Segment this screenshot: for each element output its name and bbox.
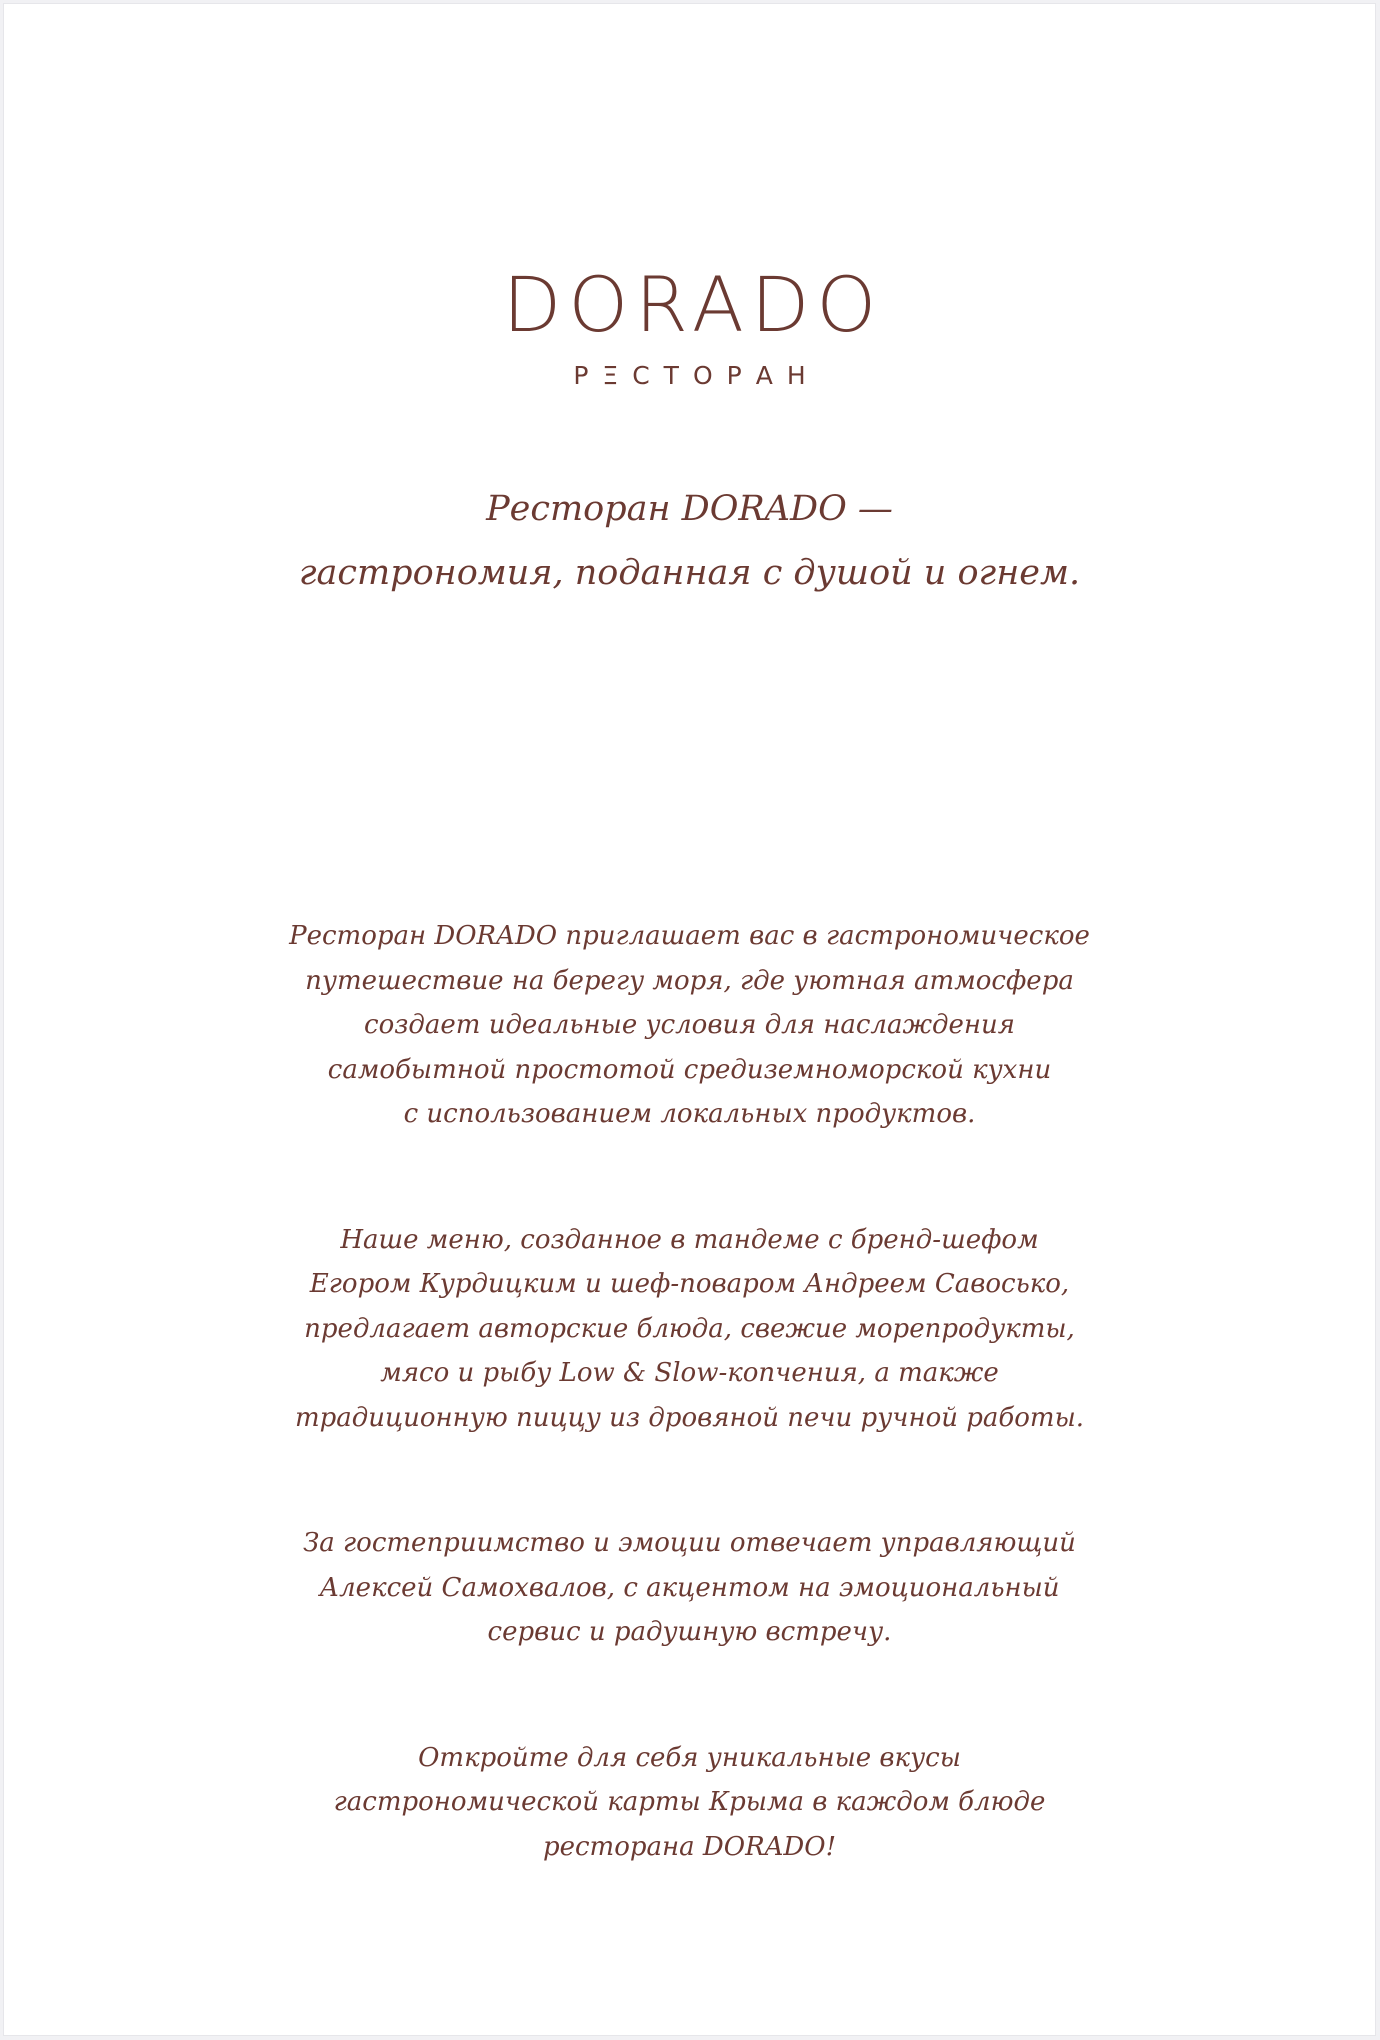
tagline-line-2: гастрономия, поданная с душой и огнем. — [298, 553, 1081, 593]
logo-subtitle: РΞСТОРАН — [573, 361, 820, 390]
paragraph-line: гастрономической карты Крыма в каждом блюде — [333, 1787, 1046, 1817]
paragraph-line: с использованием локальных продуктов. — [403, 1099, 976, 1129]
logo-name: DORADO — [502, 260, 884, 349]
document-page — [3, 3, 1376, 2036]
paragraph-line: Егором Курдицким и шеф-поваром Андреем Савосько, — [309, 1269, 1070, 1299]
paragraph-line: ресторана DORADO! — [542, 1831, 837, 1862]
paragraph-intro — [4, 914, 1375, 1137]
tagline-line-1: Ресторан DORADO — — [486, 489, 893, 529]
paragraph-line: сервис и радушную встречу. — [487, 1617, 892, 1647]
paragraph-closing — [4, 1736, 1375, 1870]
restaurant-logo — [4, 260, 1375, 394]
paragraph-hospitality — [4, 1521, 1375, 1655]
paragraph-line: Ресторан DORADO приглашает вас в гастрономическое — [289, 921, 1090, 951]
paragraph-menu — [4, 1218, 1375, 1441]
paragraph-line: За гостеприимство и эмоции отвечает управляющий — [303, 1528, 1076, 1558]
paragraph-line: традиционную пиццу из дровяной печи ручной работы. — [294, 1402, 1085, 1433]
tagline — [4, 477, 1375, 605]
paragraph-line: Алексей Самохвалов, с акцентом на эмоциональный — [319, 1572, 1060, 1603]
paragraph-line: мясо и рыбу Low & Slow-копчения, а также — [380, 1358, 999, 1388]
paragraph-line: путешествие на берегу моря, где уютная атмосфера — [305, 965, 1074, 996]
paragraph-line: Наше меню, созданное в тандеме с бренд-шефом — [340, 1224, 1039, 1255]
description-body — [4, 914, 1375, 1950]
paragraph-line: самобытной простотой средиземноморской кухни — [327, 1054, 1052, 1085]
paragraph-line: создает идеальные условия для наслаждения — [364, 1010, 1015, 1040]
paragraph-line: предлагает авторские блюда, свежие морепродукты, — [304, 1313, 1075, 1344]
paragraph-line: Откройте для себя уникальные вкусы — [418, 1742, 961, 1773]
